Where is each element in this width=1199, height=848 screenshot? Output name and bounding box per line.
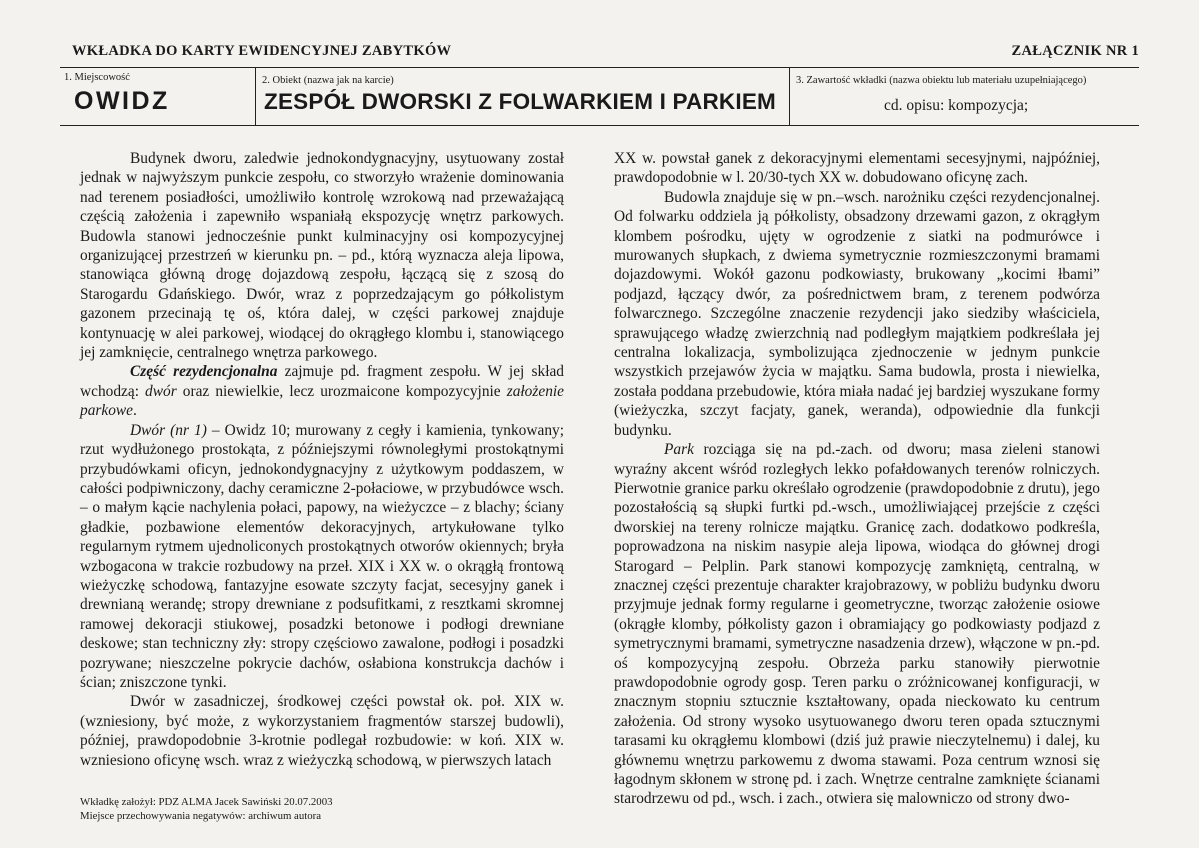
emphasis: Dwór (nr 1) [130, 421, 207, 439]
text-run: . [133, 402, 137, 420]
emphasis: Część rezydencjonalna [130, 363, 278, 381]
paragraph: Budynek dworu, zaledwie jednokondygnacyjny, usytuowany został jednak w najwyższym punkcie zespołu, co stworzyło wrażenie dominowania nad terenem posiadłości, umożliwiło kontrolę wzrokową nad przeważającą częścią założenia i zapewniło wspaniałą ekspozycję wnętrz parkowych. Budowla stanowi jednocześnie punkt kulminacyjny osi kompozycyjnej organizującej przestrzeń w kierunku pn. – pd., którą wyznacza aleja lipowa, stanowiąca główną drogę dojazdową zespołu, łączącą się z szosą do Starogardu Gdańskiego. Dwór, wraz z poprzedzającym go półkolistym gazonem przecinają tę oś, która dalej, w części parkowej znajduje kontynuację w alei parkowej, wiodącej do okrągłego klombu i, stanowiącego jej zamknięcie, centralnego wnętrza parkowego. [80, 150, 564, 362]
footer [80, 795, 333, 823]
content-label: 3. Zawartość wkładki (nazwa obiektu lub materiału uzupełniającego) [796, 75, 1087, 86]
attachment-label: ZAŁĄCZNIK NR 1 [1011, 43, 1139, 59]
content-value: cd. opisu: kompozycja; [884, 97, 1029, 114]
paragraph [80, 421, 564, 693]
emphasis: Park [664, 441, 694, 459]
paragraph [80, 362, 564, 420]
paragraph: XX w. powstał ganek z dekoracyjnymi elementami secesyjnymi, najpóźniej, prawdopodobnie w l. 20/30-tych XX w. dobudowano oficynę zach. [614, 150, 1100, 187]
document-title: WKŁADKA DO KARTY EWIDENCYJNEJ ZABYTKÓW [72, 43, 452, 59]
paragraph: Dwór w zasadniczej, środkowej części powstał ok. poł. XIX w. (wzniesiony, być może, z wykorzystaniem fragmentów starszej budowli), później, prawdopodobnie 3-krotnie podlegał rozbudowie: w koń. XIX w. wzniesiono oficynę wsch. wraz z wieżyczką schodową, w pierwszych latach [80, 693, 564, 769]
object-value: ZESPÓŁ DWORSKI Z FOLWARKIEM I PARKIEM [264, 89, 776, 114]
emphasis: założenie parkowe [80, 382, 564, 420]
locality-value: OWIDZ [74, 87, 170, 115]
text-column-right [614, 149, 1100, 809]
locality-label: 1. Miejscowość [64, 72, 130, 83]
footer-storage: Miejsce przechowywania negatywów: archiwum autora [80, 810, 322, 822]
text-run: – Owidz 10; murowany z cegły i kamienia, tynkowany; rzut wydłużonego prostokąta, z późniejszymi równoległymi prostokątnymi przybudówkami oficyn, jednokondygnacyjny z użytkowym poddaszem, w całości podpiwniczony, dachy ceramiczne 2-połaciowe, w przybudówce wsch. – o małym kącie nachylenia połaci, papowy, na wieżyczce – z blachy; ściany gładkie, pozbawione elementów dekoracyjnych, artykułowane tylko regularnym rytmem ujednoliconych prostokątnych otworów okiennych; bryła wzbogacona w trakcie rozbudowy na przeł. XIX i XX w. o okrągłą frontową wieżyczkę schodową, fantazyjne esowate szczyty facjat, secesyjny ganek i drewnianą werandę; stropy drewniane z podsufitkami, z resztkami skromnej ramowej dekoracji stiukowej, posadzki betonowe i podłogi drewniane deskowe; stan techniczny zły: stropy częściowo zawalone, podłogi i posadzki pozrywane; nieszczelne pokrycie dachów, osłabiona konstrukcja dachów i ścian; zniszczone tynki. [80, 421, 564, 691]
paragraph: Budowla znajduje się w pn.–wsch. narożniku części rezydencjonalnej. Od folwarku oddziela ją półkolisty, obsadzony drzewami gazon, z okrągłym klombem pośrodku, ujęty w ogrodzenie z siatki na podmurówce i murowanych słupkach, z dwiema symetrycznie rozmieszczonymi bramami dojazdowymi. Wokół gazonu podkowiasty, brukowany „kocimi łbami” podjazd, łączący dwór, za pośrednictwem bram, z terenem podwórza folwarcznego. Szczególne znaczenie rezydencji jako siedziby właściciela, sprawującego władzę zwierzchnią nad podległym majątkiem podkreślała jej centralna lokalizacja, symbolizująca zjednoczenie w jednym punkcie wszystkich przejawów życia w majątku. Sama budowla, prosta i niewielka, została poddana przebudowie, która miała nadać jej bardziej wyszukane formy (wieżyczka, szczyt facjaty, ganek, weranda), odpowiednie dla funkcji budynku. [614, 188, 1100, 439]
header-bottom-rule [60, 125, 1139, 126]
text-run: zajmuje pd. fragment zespołu. W jej skład wchodzą: [80, 363, 564, 400]
text-run: oraz niewielkie, lecz urozmaicone kompozycyjnie [176, 382, 507, 400]
text-column-left [80, 149, 564, 770]
object-label: 2. Obiekt (nazwa jak na karcie) [262, 75, 394, 86]
paragraph [614, 440, 1100, 809]
header-top-rule [60, 67, 1139, 68]
header-divider-2 [789, 67, 790, 125]
footer-author: Wkładkę założył: PDZ ALMA Jacek Sawiński 20.07.2003 [80, 796, 333, 808]
text-run: rozciąga się na pd.-zach. od dworu; masa zieleni stanowi wyraźny akcent wśród rozległych lekko pofałdowanych terenów rolniczych. Pierwotnie granice parku określało ogrodzenie (prawdopodobnie z drutu), jego pozostałością są słupki furtki pd.-wsch., umożliwiającej przejście z części dworskiej na tereny rolnicze majątku. Granicę zach. dodatkowo podkreśla, poprowadzona na niskim nasypie aleja lipowa, wiodąca do głównej drogi Starogard – Pelplin. Park stanowi kompozycję zamkniętą, centralną, w znacznej części prezentuje charakter krajobrazowy, w pobliżu budynku dworu przyjmuje jednak formy regularne i geometryczne, tworząc założenie osiowe (okrągłe klomby, półkolisty gazon i obramiający go podkowiasty podjazd z symetrycznymi bramami, symetryczne nasadzenia drzew), włączone w pn.-pd. oś kompozycyjną zespołu. Obrzeża parku stanowiły pierwotnie prawdopodobnie ogrody gosp. Teren parku o zróżnicowanej konfiguracji, w znacznym stopniu sztucznie kształtowany, opada nieckowato ku centrum założenia. Od strony wysoko usytuowanego dworu teren opada sztucznymi tarasami ku okrągłemu klombowi (dziś już prawie nieczytelnemu) i dalej, ku głównemu wnętrzu parkowemu z dwoma stawami. Poza centrum wznosi się łagodnym skłonem w stronę pd. i zach. Wnętrze centralne zamknięte ścianami starodrzewu od pd., wsch. i zach., otwiera się malowniczo od strony dwo- [614, 441, 1100, 808]
header-divider-1 [255, 67, 256, 125]
emphasis: dwór [145, 382, 177, 400]
